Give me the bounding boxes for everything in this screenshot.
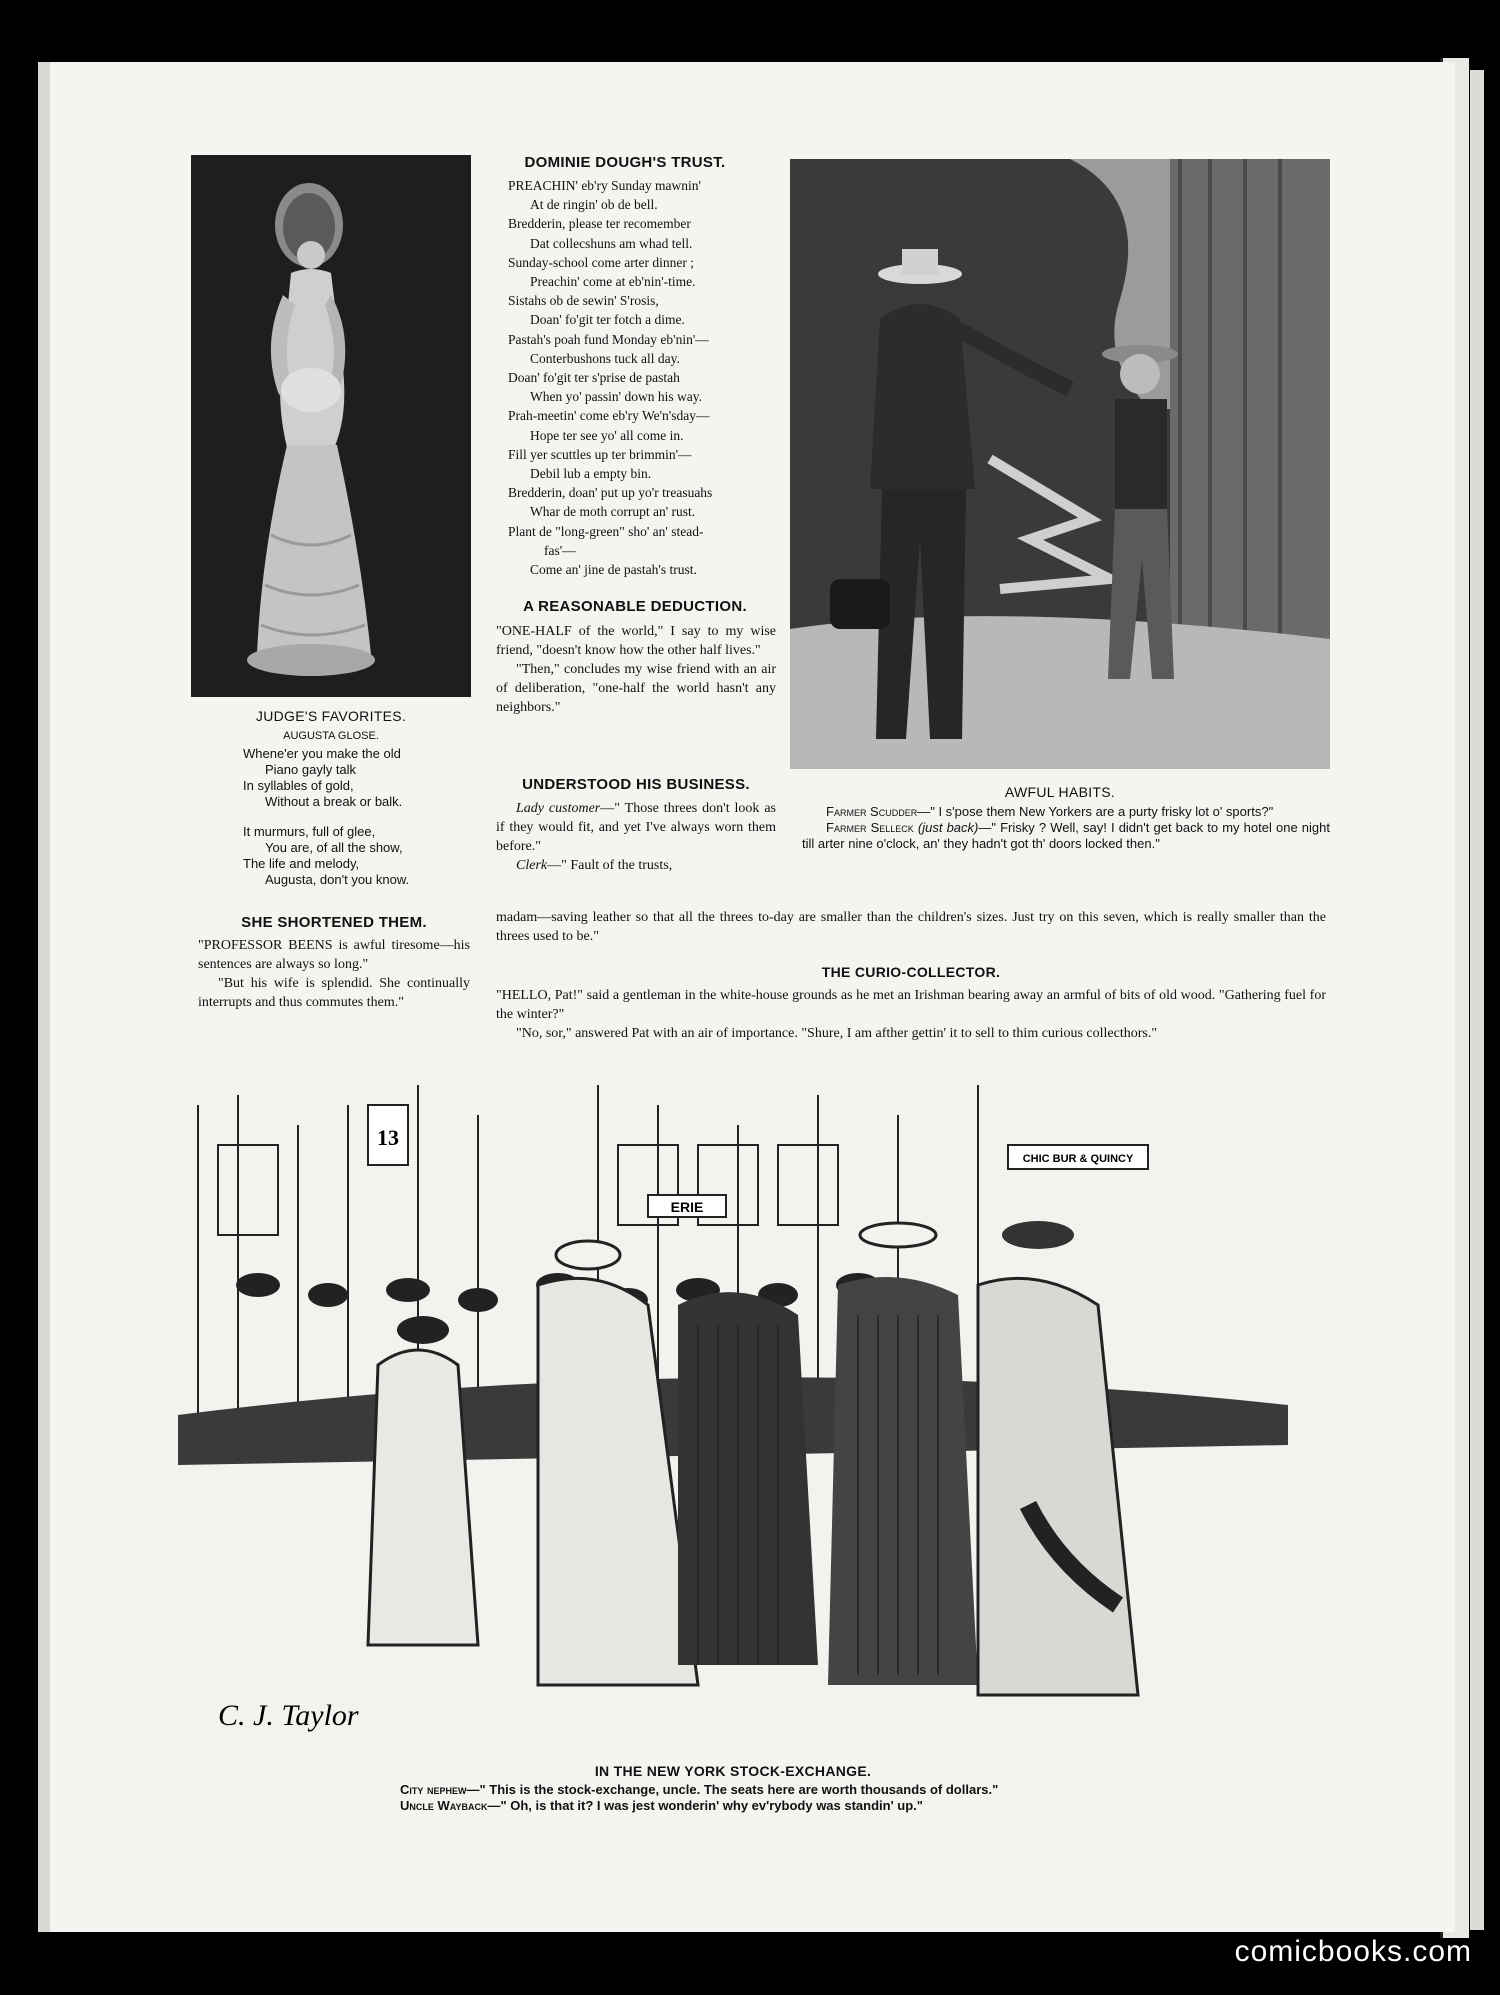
speaker-wayback: Uncle Wayback	[400, 1798, 488, 1813]
poem-line: Come an' jine de pastah's trust.	[530, 562, 697, 578]
poem-line: Doan' fo'git ter s'prise de pastah	[508, 370, 680, 386]
farmers-at-barn-illustration	[790, 159, 1330, 769]
selleck-line: —" Frisky ? Well, say! I didn't get back to my hotel one night till arter nine o'clock, an' they hadn't got th' doors locked then."	[802, 820, 1330, 851]
poem-line: Sunday-school come arter dinner ;	[508, 254, 694, 270]
speaker-scudder: Farmer Scudder	[826, 804, 918, 819]
site-watermark: comicbooks.com	[1234, 1935, 1472, 1968]
page-left-edge	[38, 62, 50, 1932]
curio-article	[496, 986, 1326, 1043]
nephew-line: —" This is the stock-exchange, uncle. The seats here are worth thousands of dollars."	[466, 1782, 999, 1797]
deduction-article	[496, 622, 776, 717]
speaker-selleck: Farmer Selleck	[826, 820, 914, 835]
poem-line: Conterbushons tuck all day.	[530, 350, 680, 366]
lady-line: —" Those threes don't look as if they would fit, and yet I've always worn them before."	[496, 801, 776, 854]
cartoon-dialogue	[400, 1782, 1180, 1814]
business-title: UNDERSTOOD HIS BUSINESS.	[522, 776, 750, 793]
favorites-subtitle: AUGUSTA GLOSE.	[283, 730, 379, 742]
farmers-photo	[790, 159, 1330, 769]
habits-line-1	[802, 804, 1330, 820]
poem-line: At de ringin' ob de bell.	[530, 197, 658, 213]
verse-line: Without a break or balk.	[265, 794, 403, 809]
business-continuation: madam—saving leather so that all the threes to-day are smaller than the children's sizes. Just try on this seven, which is really smaller than the threes used to be."	[496, 910, 1326, 944]
poem-line: PREACHIN' eb'ry Sunday mawnin'	[508, 178, 701, 193]
verse-line: In syllables of gold,	[243, 778, 354, 793]
shortened-title: SHE SHORTENED THEM.	[241, 914, 427, 931]
business-paragraph-1	[496, 799, 776, 856]
verse-line: Whene'er you make the old	[243, 746, 401, 761]
habits-dialogue	[802, 804, 1330, 852]
favorites-title: JUDGE'S FAVORITES.	[255, 708, 407, 724]
poem-line: Whar de moth corrupt an' rust.	[530, 504, 696, 520]
curio-paragraph-1: "HELLO, Pat!" said a gentleman in the white-house grounds as he met an Irishman bearing away an armful of bits of old wood. "Gathering fuel for the winter?"	[496, 988, 1326, 1022]
clerk-line: —" Fault of the trusts,	[547, 858, 673, 873]
chicago-sign-label: CHIC BUR & QUINCY	[1022, 1153, 1134, 1165]
deduction-paragraph-2: "Then," concludes my wise friend with an air of deliberation, "one-half the world hasn't any neighbors."	[496, 662, 776, 715]
verse-line: Piano gayly talk	[265, 762, 357, 777]
poem-line: Dat collecshuns am whad tell.	[530, 235, 693, 251]
poem-line: Pastah's poah fund Monday eb'nin'—	[508, 331, 709, 347]
verse-line: The life and melody,	[243, 856, 360, 871]
selleck-aside: (just back)	[917, 820, 979, 835]
poem-line: Preachin' come at eb'nin'-time.	[530, 274, 696, 290]
board-number: 13	[377, 1125, 399, 1150]
favorites-verse	[243, 746, 473, 888]
verse-line: It murmurs, full of glee,	[243, 824, 376, 839]
poem-line: Prah-meetin' come eb'ry We'n'sday—	[508, 408, 710, 424]
verse-line: Augusta, don't you know.	[265, 872, 410, 887]
deduction-paragraph-1: "ONE-HALF of the world," I say to my wise friend, "doesn't know how the other half lives."	[496, 624, 776, 658]
deduction-title: A REASONABLE DEDUCTION.	[523, 598, 747, 615]
poem-line: fas'—	[544, 542, 576, 558]
dominie-poem	[508, 176, 788, 579]
shortened-paragraph-2: "But his wife is splendid. She continually interrupts and thus commutes them."	[198, 976, 470, 1010]
dominie-title: DOMINIE DOUGH'S TRUST.	[524, 154, 726, 171]
stock-exchange-cartoon	[178, 1085, 1288, 1753]
habits-title: AWFUL HABITS.	[1004, 784, 1116, 800]
cartoon-title: IN THE NEW YORK STOCK-EXCHANGE.	[594, 1763, 872, 1779]
shortened-paragraph-1: "PROFESSOR BEENS is awful tiresome—his sentences are always so long."	[198, 938, 470, 972]
magazine-page	[50, 62, 1455, 1932]
cartoon-line-1	[400, 1782, 1180, 1798]
curio-title: THE CURIO-COLLECTOR.	[821, 964, 1001, 980]
stock-exchange-crowd-illustration	[178, 1085, 1288, 1753]
speaker-clerk: Clerk	[516, 858, 548, 873]
scudder-line: —" I s'pose them New Yorkers are a purty frisky lot o' sports?"	[917, 804, 1274, 819]
verse-line: You are, of all the show,	[265, 840, 403, 855]
artist-signature: C. J. Taylor	[218, 1699, 359, 1732]
poem-line: Plant de "long-green" sho' an' stead-	[508, 523, 704, 539]
business-paragraph-2	[496, 856, 776, 875]
poem-line: Debil lub a empty bin.	[530, 466, 652, 482]
speaker-lady: Lady customer	[516, 801, 601, 816]
habits-line-2	[802, 820, 1330, 852]
business-article	[496, 799, 776, 875]
wayback-line: —" Oh, is that it? I was jest wonderin' why ev'rybody was standin' up."	[487, 1798, 923, 1813]
portrait-photo	[191, 155, 471, 697]
shortened-article	[198, 936, 470, 1012]
poem-line: Sistahs ob de sewin' S'rosis,	[508, 293, 659, 309]
poem-line: Bredderin, please ter recomember	[508, 216, 691, 232]
speaker-nephew: City nephew	[400, 1782, 467, 1797]
poem-line: Fill yer scuttles up ter brimmin'—	[508, 446, 692, 462]
curio-paragraph-2: "No, sor," answered Pat with an air of importance. "Shure, I am afther gettin' it to sell to thim curious collecthors."	[516, 1026, 1158, 1041]
erie-sign-label: ERIE	[670, 1199, 704, 1215]
poem-line: Doan' fo'git ter fotch a dime.	[530, 312, 685, 328]
poem-line: Bredderin, doan' put up yo'r treasuahs	[508, 485, 713, 501]
woman-in-gown-illustration	[191, 155, 471, 697]
next-page-edge	[1470, 70, 1484, 1930]
poem-line: Hope ter see yo' all come in.	[530, 427, 684, 443]
poem-line: When yo' passin' down his way.	[530, 389, 702, 405]
cartoon-line-2	[400, 1798, 1180, 1814]
